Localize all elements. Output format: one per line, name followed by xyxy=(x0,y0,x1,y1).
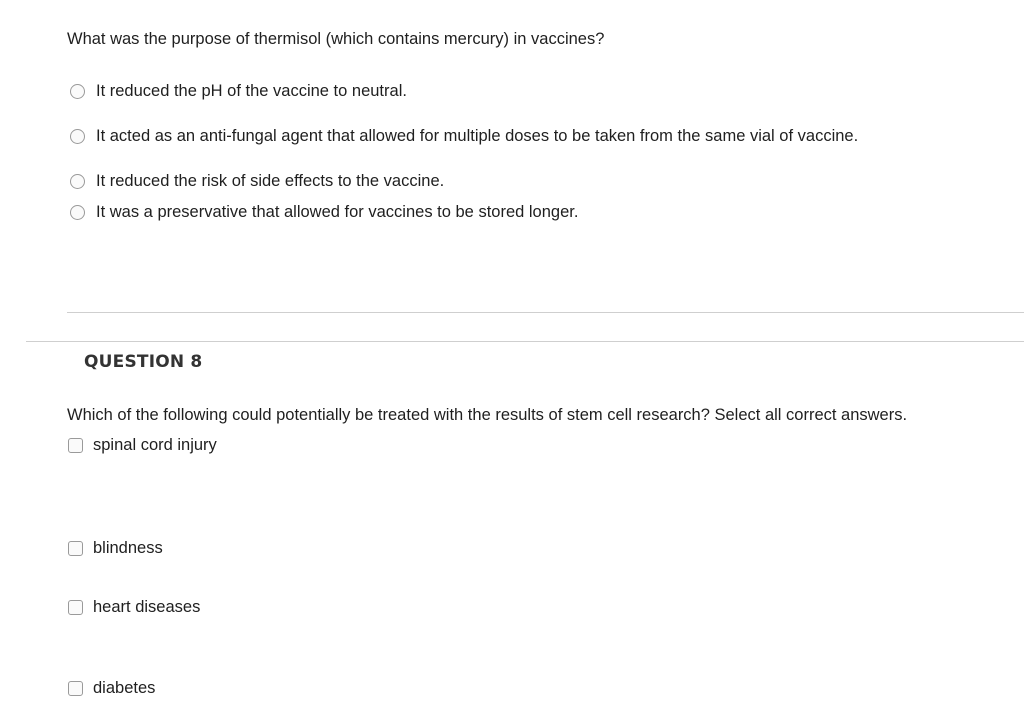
checkbox[interactable] xyxy=(68,600,83,615)
q8-option-1[interactable] xyxy=(68,434,217,456)
radio-button[interactable] xyxy=(70,129,85,144)
q7-option-2[interactable] xyxy=(70,125,858,147)
q7-option-1[interactable] xyxy=(70,80,407,102)
q7-option-3[interactable] xyxy=(70,170,444,192)
q7-option-4-label: It was a preservative that allowed for vaccines to be stored longer. xyxy=(96,202,579,221)
checkbox[interactable] xyxy=(68,438,83,453)
radio-button[interactable] xyxy=(70,174,85,189)
question-8-prompt: Which of the following could potentially be treated with the results of stem cell research? Select all correct answers. xyxy=(67,406,908,424)
question-7-prompt: What was the purpose of thermisol (which contains mercury) in vaccines? xyxy=(67,30,605,48)
q8-option-4-label: diabetes xyxy=(93,678,156,697)
q8-option-4[interactable] xyxy=(68,677,155,699)
section-divider xyxy=(26,341,1024,342)
q8-option-3-label: heart diseases xyxy=(93,597,201,616)
q7-option-2-label: It acted as an anti-fungal agent that allowed for multiple doses to be taken from the same vial of vaccine. xyxy=(96,126,859,145)
checkbox[interactable] xyxy=(68,681,83,696)
q8-option-3[interactable] xyxy=(68,596,200,618)
checkbox[interactable] xyxy=(68,541,83,556)
q7-option-4[interactable] xyxy=(70,201,578,223)
q7-option-1-label: It reduced the pH of the vaccine to neutral. xyxy=(96,81,407,100)
question-divider xyxy=(67,312,1024,313)
q8-option-2[interactable] xyxy=(68,537,163,559)
q8-option-1-label: spinal cord injury xyxy=(93,435,217,454)
radio-button[interactable] xyxy=(70,205,85,220)
q8-option-2-label: blindness xyxy=(93,538,163,557)
radio-button[interactable] xyxy=(70,84,85,99)
question-8-heading: QUESTION 8 xyxy=(84,352,203,372)
q7-option-3-label: It reduced the risk of side effects to the vaccine. xyxy=(96,171,445,190)
